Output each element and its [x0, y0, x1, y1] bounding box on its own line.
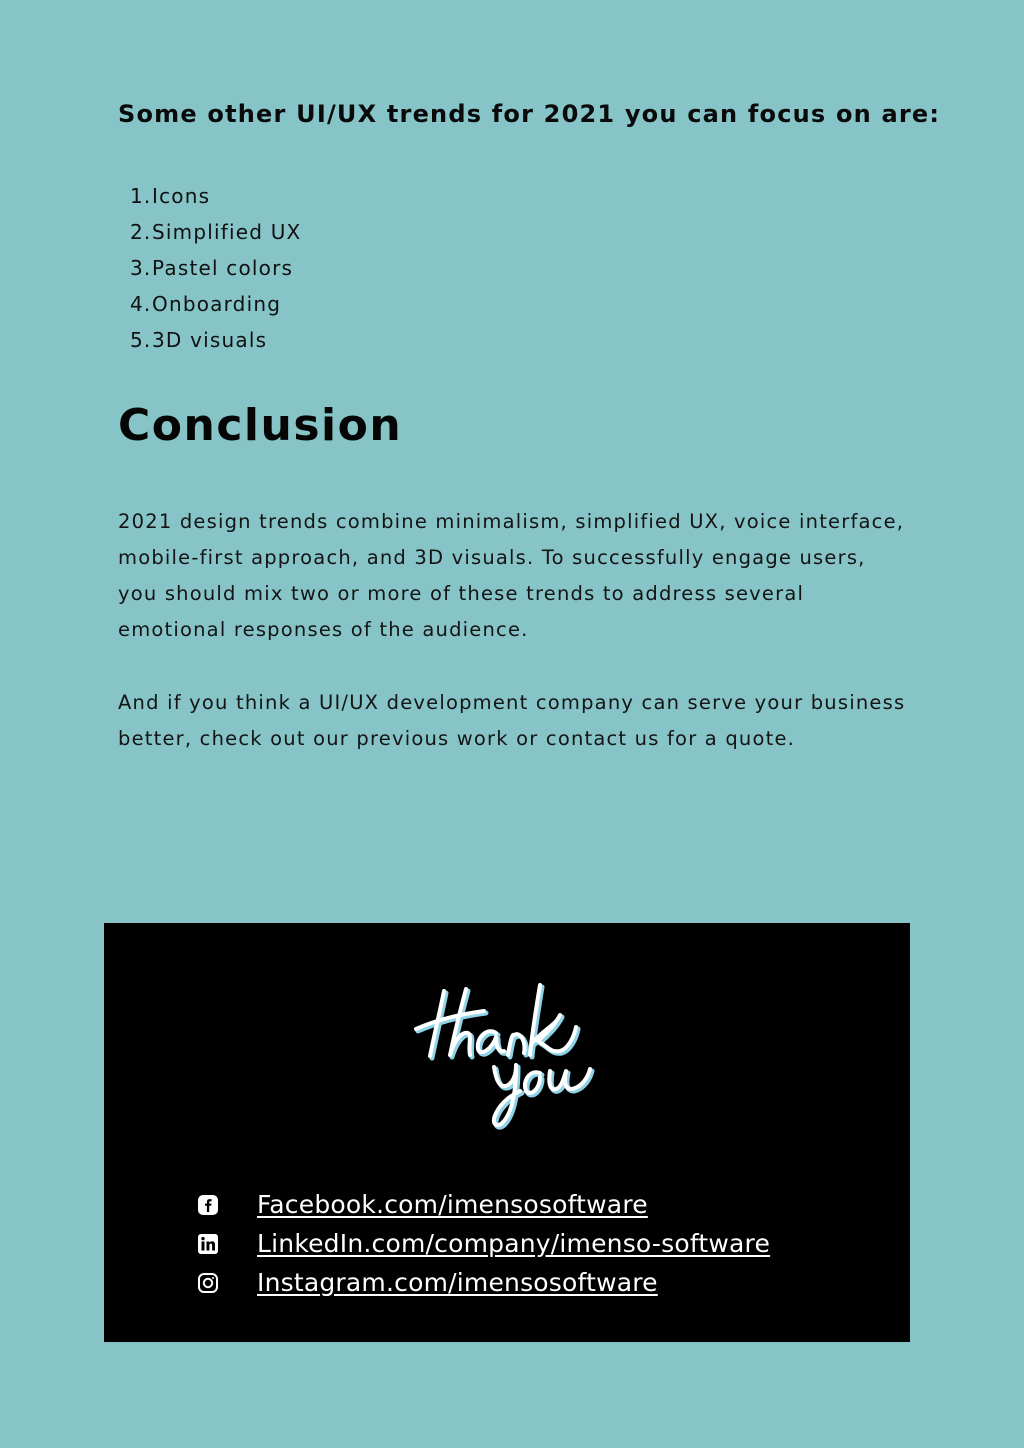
footer-panel [104, 923, 910, 1342]
trends-heading: Some other UI/UX trends for 2021 you can focus on are: [118, 100, 941, 128]
list-number: 5. [130, 328, 152, 352]
list-item [130, 250, 301, 286]
conclusion-paragraph-1: 2021 design trends combine minimalism, simplified UX, voice interface, mobile-first approach, and 3D visuals. To successfully engage users, you should mix two or more of these trends to address several emotional responses of the audience. [118, 510, 905, 641]
list-item-label: Simplified UX [152, 220, 302, 244]
list-item [130, 286, 301, 322]
social-row-linkedin [197, 1224, 770, 1263]
social-links [197, 1185, 770, 1302]
instagram-link[interactable]: Instagram.com/imensosoftware [257, 1268, 658, 1297]
social-row-instagram [197, 1263, 770, 1302]
list-item [130, 322, 301, 358]
linkedin-link[interactable]: LinkedIn.com/company/imenso-software [257, 1229, 771, 1258]
list-number: 1. [130, 184, 152, 208]
list-item-label: Icons [152, 184, 211, 208]
list-number: 4. [130, 292, 152, 316]
trend-list [130, 178, 301, 358]
instagram-icon[interactable] [197, 1272, 219, 1294]
list-item-label: Onboarding [152, 292, 282, 316]
list-item-label: Pastel colors [152, 256, 294, 280]
linkedin-icon[interactable] [197, 1233, 219, 1255]
facebook-icon[interactable] [197, 1194, 219, 1216]
facebook-link[interactable]: Facebook.com/imensosoftware [257, 1190, 648, 1219]
conclusion-title: Conclusion [118, 400, 403, 451]
list-number: 3. [130, 256, 152, 280]
list-item [130, 178, 301, 214]
social-row-facebook [197, 1185, 770, 1224]
thank-you-logo [404, 981, 604, 1151]
list-item-label: 3D visuals [152, 328, 268, 352]
list-item [130, 214, 301, 250]
conclusion-paragraph-2: And if you think a UI/UX development company can serve your business better, check out our previous work or contact us for a quote. [118, 691, 906, 750]
list-number: 2. [130, 220, 152, 244]
